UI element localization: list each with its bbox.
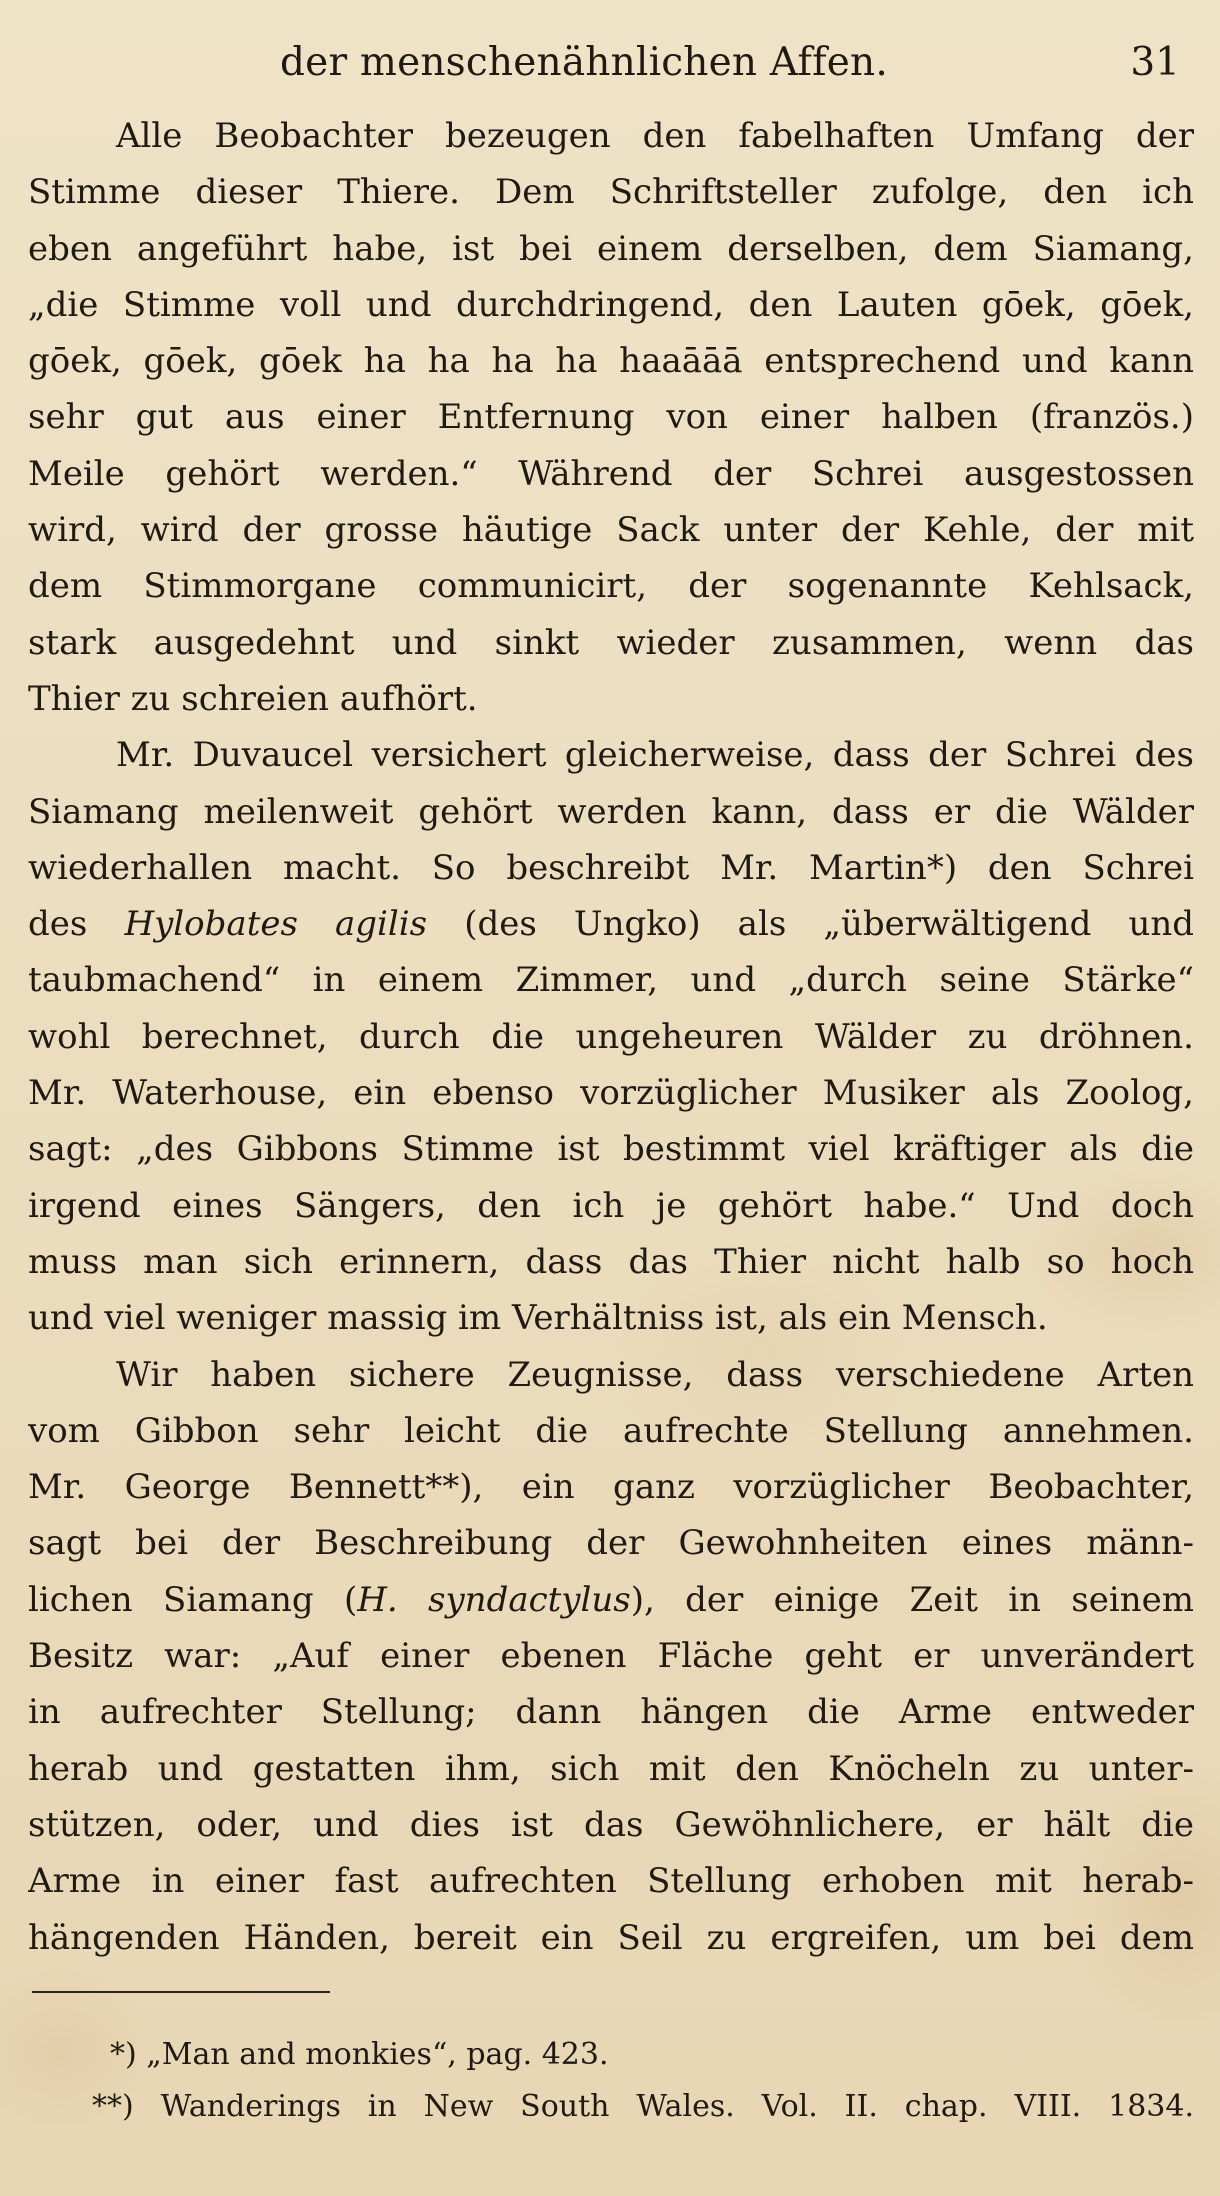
text-line: und viel weniger massig im Verhältniss ist, als ein Mensch. xyxy=(28,1298,1048,1339)
text-line-with-italic xyxy=(28,1572,1194,1628)
text-line: vom Gibbon sehr leicht die aufrechte Stellung annehmen. xyxy=(28,1410,1194,1451)
text-line: Mr. George Bennett**), ein ganz vorzüglicher Beobachter, xyxy=(28,1467,1194,1508)
text-line: Besitz war: „Auf einer ebenen Fläche geht er unverändert xyxy=(28,1636,1194,1677)
text-segment: ), der einige Zeit in seinem xyxy=(630,1579,1194,1620)
text-line: Mr. Waterhouse, ein ebenso vorzüglicher Musiker als Zoolog, xyxy=(28,1073,1194,1114)
text-line: dem Stimmorgane communicirt, der sogenannte Kehlsack, xyxy=(28,566,1194,607)
text-line-with-italic xyxy=(28,896,1194,952)
running-title: der menschenähnlichen Affen. xyxy=(280,40,888,85)
page-number: 31 xyxy=(1130,40,1180,85)
text-line: herab und gestatten ihm, sich mit den Knöcheln zu unter- xyxy=(28,1748,1194,1789)
text-line: sagt: „des Gibbons Stimme ist bestimmt viel kräftiger als die xyxy=(28,1129,1194,1170)
text-line: wird, wird der grosse häutige Sack unter der Kehle, der mit xyxy=(28,510,1194,551)
text-line: Alle Beobachter bezeugen den fabelhaften Umfang der xyxy=(116,116,1194,156)
body-text xyxy=(28,108,1194,1966)
species-name-italic: Hylobates agilis xyxy=(124,904,428,945)
page-header xyxy=(280,40,1180,100)
text-line: taubmachend“ in einem Zimmer, und „durch seine Stärke“ xyxy=(28,960,1194,1001)
text-line: Meile gehört werden.“ Während der Schrei ausgestossen xyxy=(28,453,1194,494)
text-segment: (des Ungko) als „überwältigend und xyxy=(464,904,1194,945)
text-line: wiederhallen macht. So beschreibt Mr. Martin*) den Schrei xyxy=(28,847,1194,888)
text-line: muss man sich erinnern, dass das Thier nicht halb so hoch xyxy=(28,1241,1194,1282)
text-line: sagt bei der Beschreibung der Gewohnheiten eines männ- xyxy=(28,1523,1194,1564)
footnote: **) Wanderings in New South Wales. Vol. II. chap. VIII. 1834. xyxy=(92,2089,1194,2124)
text-line: wohl berechnet, durch die ungeheuren Wälder zu dröhnen. xyxy=(28,1016,1194,1057)
text-segment: lichen Siamang ( xyxy=(28,1579,358,1620)
footnote-divider xyxy=(32,1991,330,1993)
text-line: Thier zu schreien aufhört. xyxy=(28,678,478,719)
species-name-italic: H. syndactylus xyxy=(357,1579,631,1620)
text-line: in aufrechter Stellung; dann hängen die Arme entweder xyxy=(28,1692,1194,1733)
text-line: stark ausgedehnt und sinkt wieder zusammen, wenn das xyxy=(28,622,1194,663)
text-line: hängenden Händen, bereit ein Seil zu ergreifen, um bei dem xyxy=(28,1917,1194,1958)
text-line: irgend eines Sängers, den ich je gehört habe.“ Und doch xyxy=(28,1185,1194,1226)
footnotes xyxy=(28,2030,1194,2134)
text-line: eben angeführt habe, ist bei einem derselben, dem Siamang, xyxy=(28,228,1194,269)
text-line: sehr gut aus einer Entfernung von einer halben (französ.) xyxy=(28,397,1194,438)
text-line: Mr. Duvaucel versichert gleicherweise, dass der Schrei des xyxy=(116,735,1194,776)
text-line: stützen, oder, und dies ist das Gewöhnlichere, er hält die xyxy=(28,1804,1194,1845)
footnote: *) „Man and monkies“, pag. 423. xyxy=(110,2037,609,2072)
text-line: gōek, gōek, gōek ha ha ha ha haaāāā entsprechend und kann xyxy=(28,341,1194,382)
text-line: „die Stimme voll und durchdringend, den Lauten gōek, gōek, xyxy=(28,284,1194,325)
text-line: Stimme dieser Thiere. Dem Schriftsteller zufolge, den ich xyxy=(28,172,1194,213)
text-line: Siamang meilenweit gehört werden kann, dass er die Wälder xyxy=(28,791,1194,832)
text-line: Arme in einer fast aufrechten Stellung erhoben mit herab- xyxy=(28,1861,1194,1902)
text-segment: des xyxy=(28,904,88,945)
text-line: Wir haben sichere Zeugnisse, dass verschiedene Arten xyxy=(116,1354,1194,1395)
